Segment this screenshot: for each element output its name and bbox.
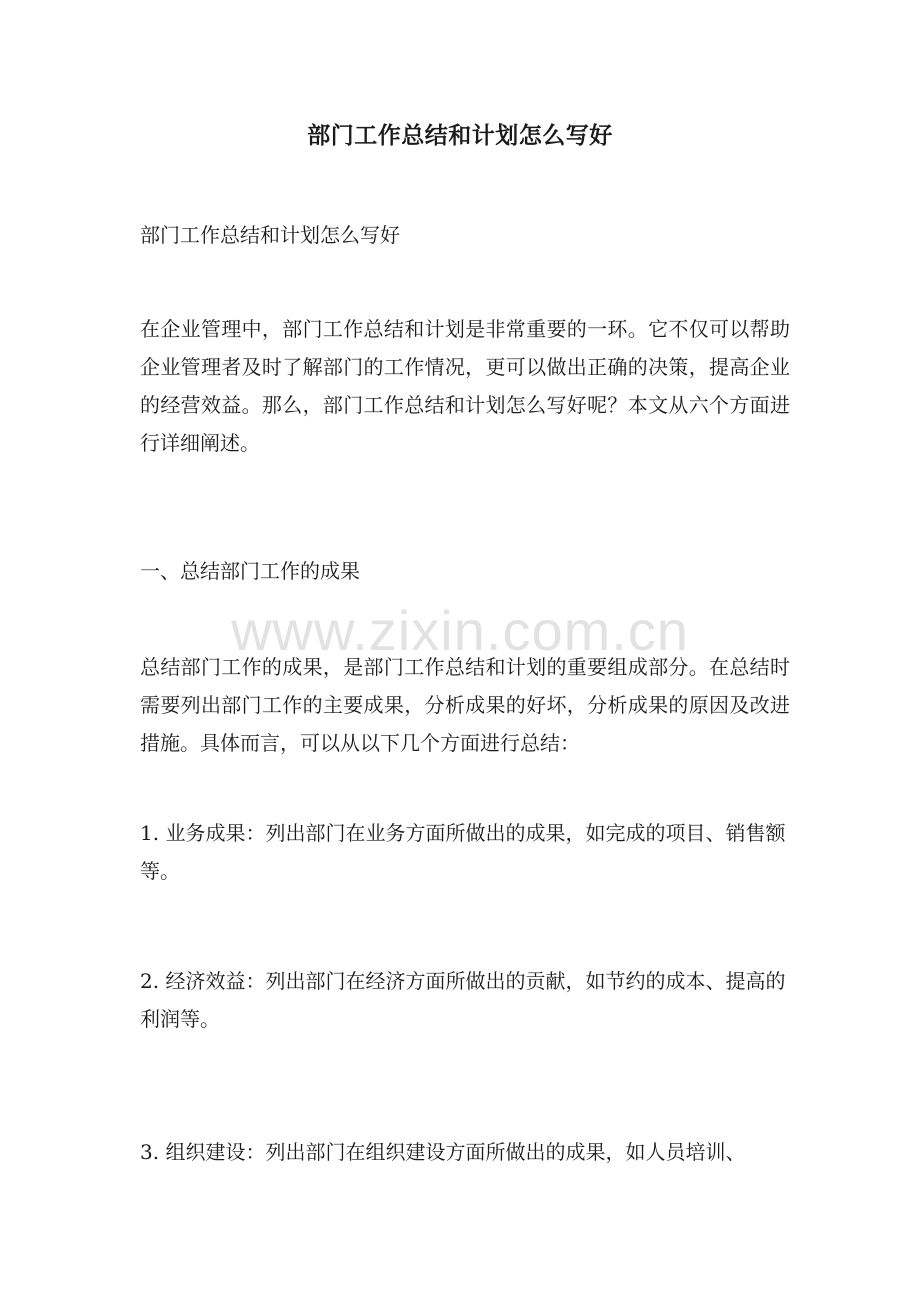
list-item: 3. 组织建设：列出部门在组织建设方面所做出的成果，如人员培训、: [140, 1140, 746, 1164]
section-paragraph: 总结部门工作的成果，是部门工作总结和计划的重要组成部分。在总结时需要列出部门工作的主要成果，分析成果的好坏，分析成果的原因及改进措施。具体而言，可以从以下几个方面进行总结：: [140, 655, 790, 755]
watermark: www.zixin.com.cn: [231, 599, 689, 662]
section-heading: 一、总结部门工作的成果: [140, 559, 360, 583]
document-subtitle: 部门工作总结和计划怎么写好: [140, 223, 400, 247]
document-title: 部门工作总结和计划怎么写好: [307, 122, 613, 149]
list-item: 2. 经济效益：列出部门在经济方面所做出的贡献，如节约的成本、提高的利润等。: [140, 969, 786, 1031]
intro-paragraph: 在企业管理中，部门工作总结和计划是非常重要的一环。它不仅可以帮助企业管理者及时了解部门的工作情况，更可以做出正确的决策，提高企业的经营效益。那么，部门工作总结和计划怎么写好呢？本文从六个方面进行详细阐述。: [140, 317, 790, 455]
list-item: 1. 业务成果：列出部门在业务方面所做出的成果，如完成的项目、销售额等。: [140, 821, 786, 883]
